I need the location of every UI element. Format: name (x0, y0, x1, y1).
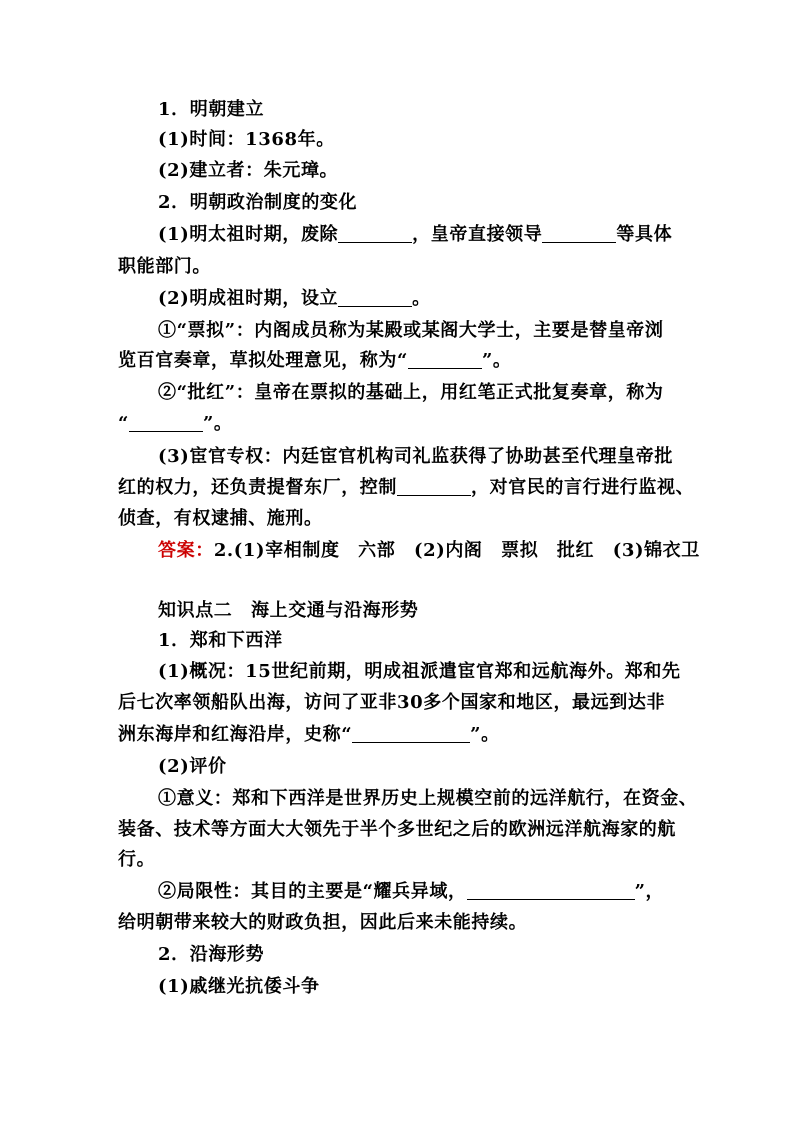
text-piaoni-cont (118, 349, 512, 373)
blank-control[interactable] (397, 477, 471, 496)
section-heading-maritime: 知识点二 海上交通与沿海形势 (158, 600, 419, 621)
text-overview-cont: 后七次率领船队出海，访问了亚非30多个国家和地区，最远到达非 (118, 692, 666, 713)
text-significance: ①意义：郑和下西洋是世界历史上规模空前的远洋航行，在资金、 (158, 788, 698, 809)
text-overview-cont2 (118, 723, 500, 747)
text-segment: ”。 (470, 724, 500, 745)
blank-departments[interactable] (542, 224, 616, 243)
text-segment: “ (118, 413, 129, 434)
text-segment: ，对官民的言行进行监视、 (471, 477, 695, 498)
text-eunuch-cont (118, 476, 694, 500)
blank-piaoni[interactable] (408, 350, 482, 369)
text-pihong: ②“批红”：皇帝在票拟的基础上，用红笔正式批复奏章，称为 (158, 382, 664, 403)
text-segment: 等具体 (616, 224, 673, 245)
text-limitation (158, 880, 664, 904)
text-segment: ”， (634, 881, 665, 902)
text-piaoni: ①“票拟”：内阁成员称为某殿或某阁大学士，主要是替皇帝浏 (158, 320, 664, 341)
text-qi-jiguang: (1)戚继光抗倭斗争 (158, 976, 320, 997)
text-segment: 览百官奏章，草拟处理意见，称为“ (118, 350, 408, 371)
heading-zheng-he: 1．郑和下西洋 (158, 630, 283, 651)
blank-abolished[interactable] (338, 224, 412, 243)
blank-pihong[interactable] (129, 413, 203, 432)
heading-political-changes: 2．明朝政治制度的变化 (158, 192, 358, 213)
text-time: (1)时间：1368年。 (158, 129, 335, 150)
heading-evaluation: (2)评价 (158, 756, 227, 777)
answer-line (158, 539, 700, 563)
heading-ming-founding: 1．明朝建立 (158, 99, 265, 120)
text-segment: 洲东海岸和红海沿岸，史称“ (118, 724, 353, 745)
text-segment: ”。 (481, 350, 512, 371)
text-significance-cont2: 行。 (118, 849, 156, 870)
text-limitation-cont: 给明朝带来较大的财政负担，因此后来未能持续。 (118, 912, 528, 933)
blank-historical-name[interactable] (352, 724, 470, 743)
text-segment: (1)明太祖时期，废除 (158, 224, 339, 245)
text-significance-cont: 装备、技术等方面大大领先于半个多世纪之后的欧洲远洋航海家的航 (118, 819, 676, 840)
answer-text: 2.(1)宰相制度 六部 (2)内阁 票拟 批红 (3)锦衣卫 (213, 540, 700, 561)
text-segment: ”。 (202, 413, 233, 434)
text-segment: ，皇帝直接领导 (412, 224, 543, 245)
text-founder: (2)建立者：朱元璋。 (158, 160, 339, 181)
blank-purpose[interactable] (467, 881, 635, 900)
text-segment: (2)明成祖时期，设立 (158, 288, 339, 309)
text-pihong-cont (118, 412, 233, 436)
text-chengzu-period (158, 287, 431, 311)
blank-established[interactable] (338, 288, 412, 307)
text-taizu-cont: 职能部门。 (118, 256, 211, 277)
text-segment: 红的权力，还负责提督东厂，控制 (118, 477, 397, 498)
answer-label: 答案： (158, 540, 214, 561)
text-overview: (1)概况：15世纪前期，明成祖派遣宦官郑和远航海外。郑和先 (158, 661, 681, 682)
heading-coastal: 2．沿海形势 (158, 944, 265, 965)
text-segment: ②局限性：其目的主要是“耀兵异域， (158, 881, 467, 902)
text-eunuch: (3)宦官专权：内廷宦官机构司礼监获得了协助甚至代理皇帝批 (158, 446, 673, 467)
text-segment: 。 (412, 288, 431, 309)
text-eunuch-cont2: 侦查，有权逮捕、施刑。 (118, 508, 323, 529)
text-taizu-period (158, 223, 672, 247)
